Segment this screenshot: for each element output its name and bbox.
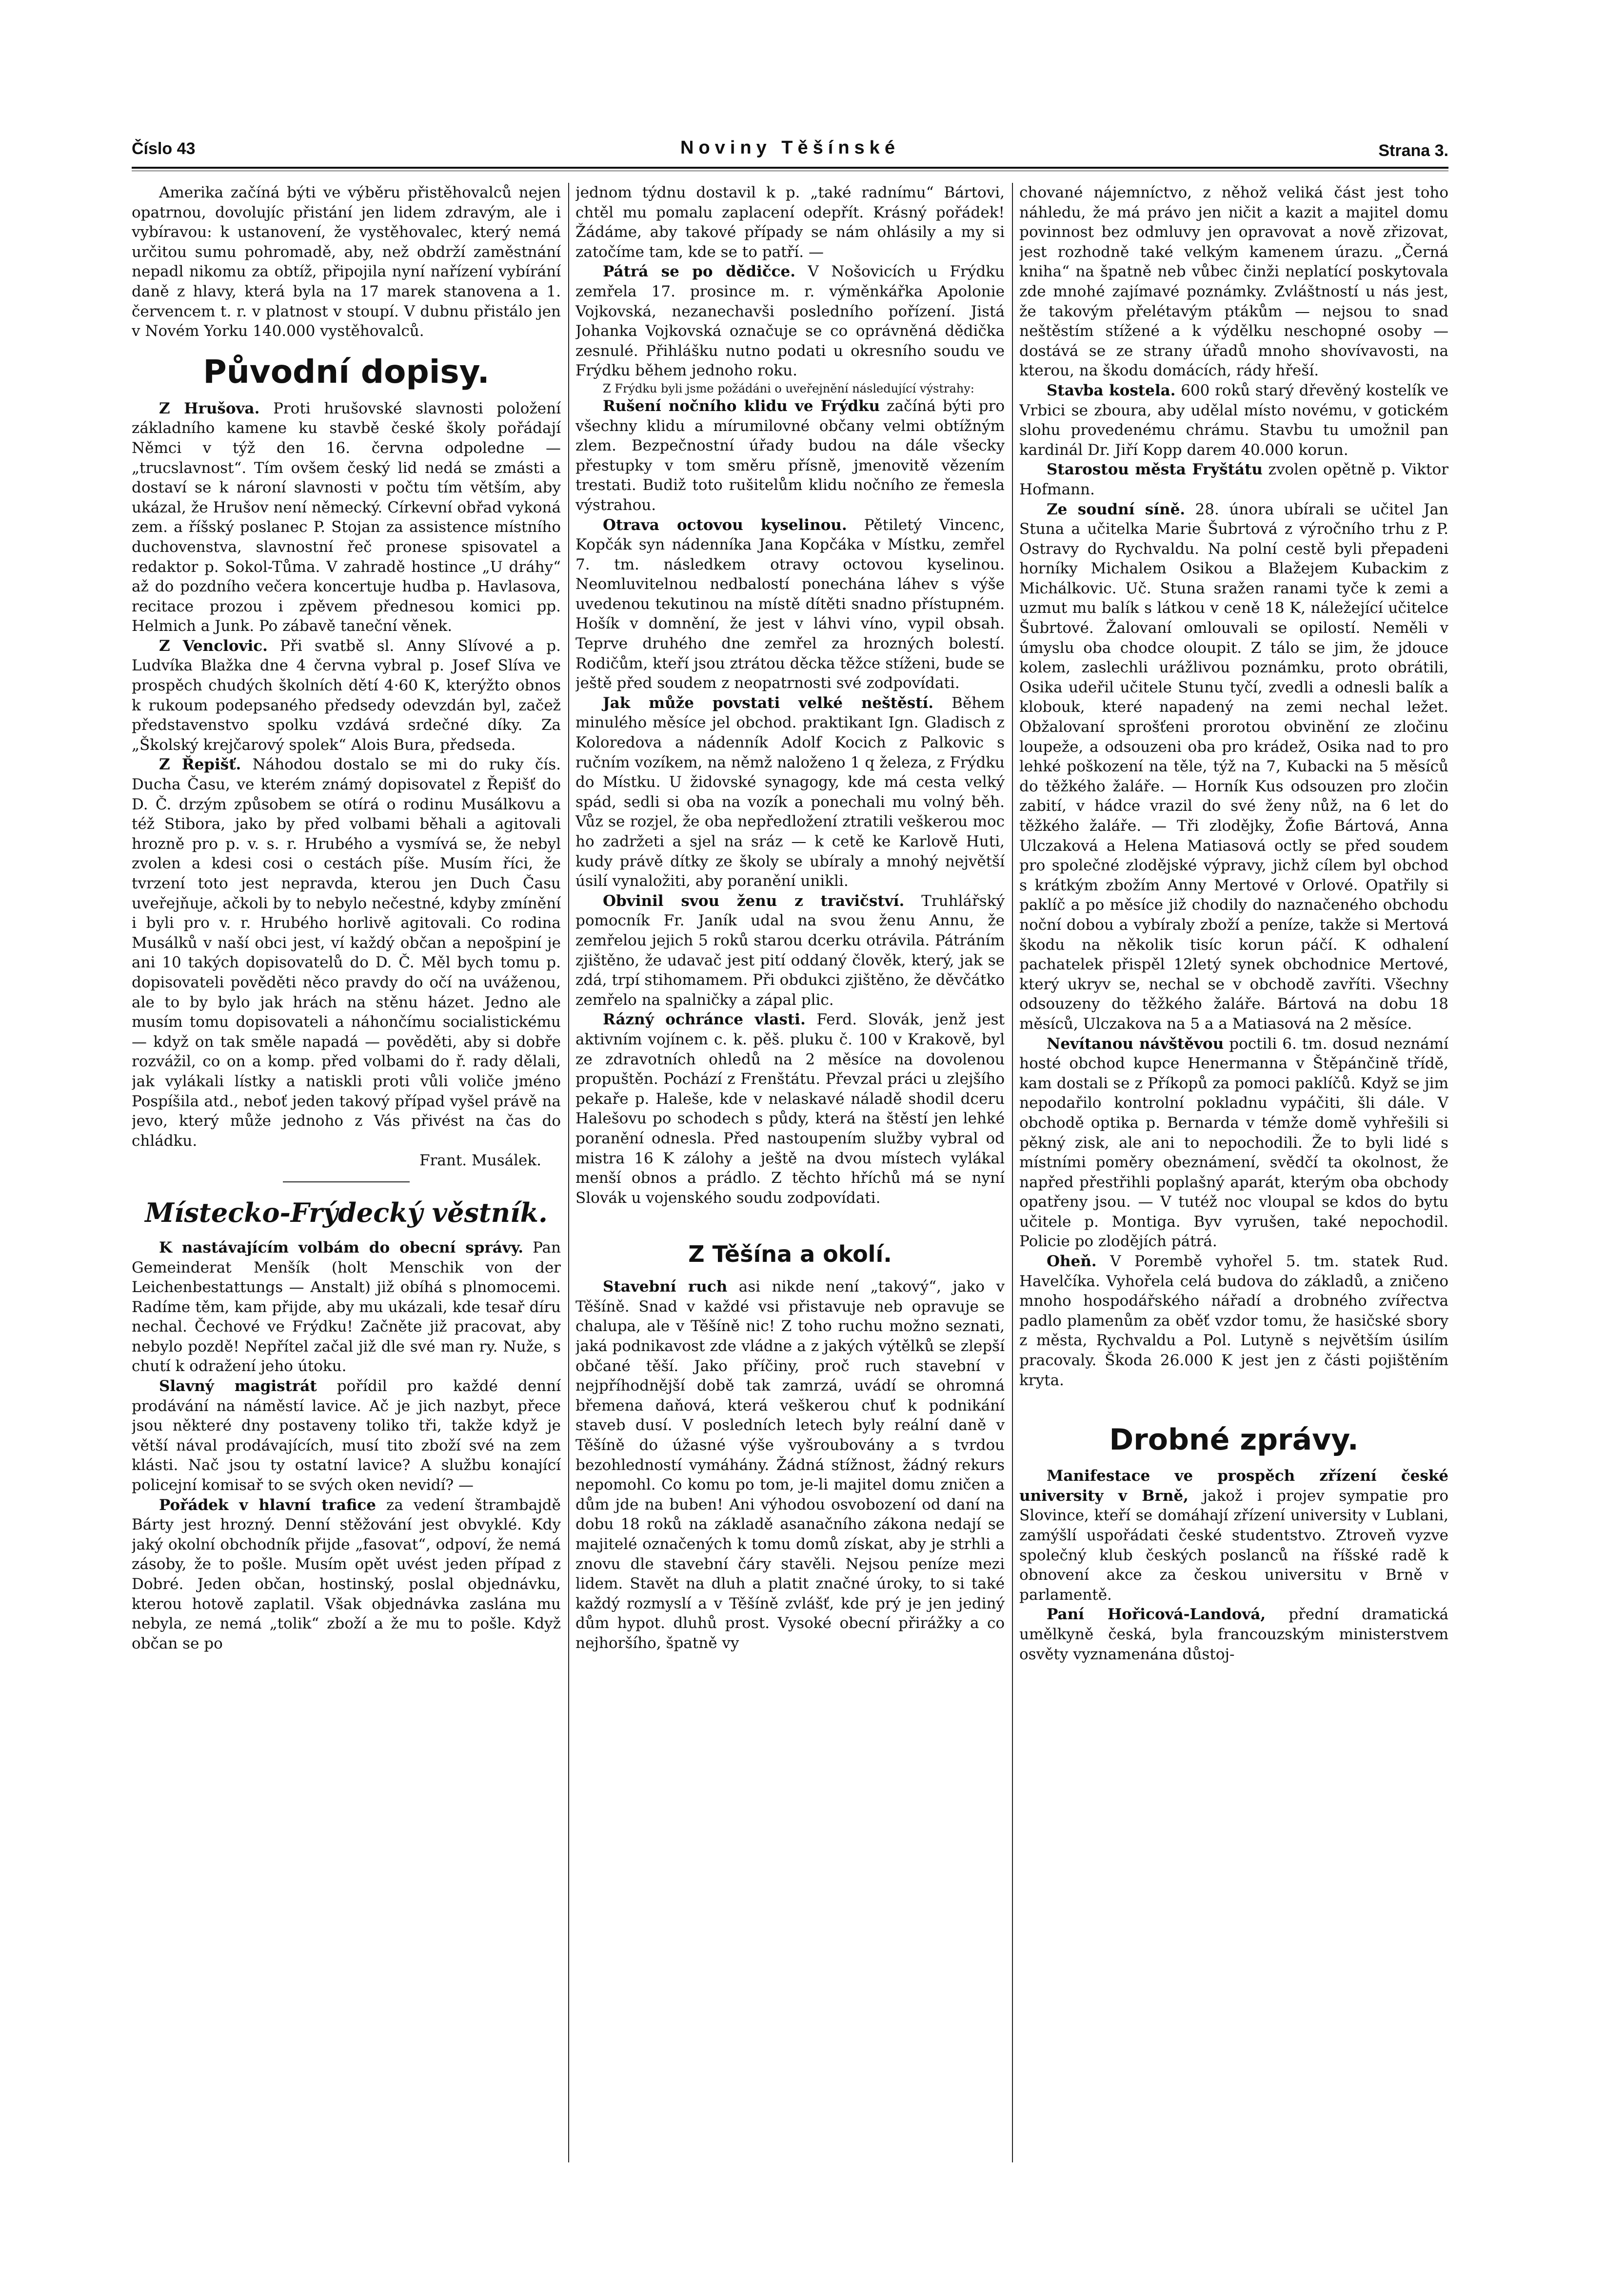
header-rule (132, 167, 1448, 169)
section-rule (283, 1181, 410, 1182)
column-1 (132, 183, 561, 2162)
article-body: Pan Gemeinderat Menšík (holt Menschik von der Leichenbestattungs — Anstalt) již obíhá s plnomocemi. Radíme těm, kam přijde, aby mu ukázali, kde tesař díru nechal. Čechové ve Frýdku! Začněte již pracovat, aby nebylo pozdě! Nepřítel začal již dle své man ry. Nuže, s chutí k odražení jeho útoku. (132, 1238, 561, 1375)
article-magistrat (132, 1376, 561, 1495)
article-kostel (1019, 381, 1448, 460)
article-body: Pětiletý Vincenc, Kopčák syn nádenníka Jana Kopčáka v Místku, zemřel 7. tm. následkem otravy octovou kyselinou. Neomluvitelnou nedbalostí ponechána láhev s výše uvedenou tekutinou na místě dítěti snadno přístupném. Hošík v domnění, že jest v láhvi víno, vypil obsah. Teprve druhého dne zemřel za hrozných bolestí. Rodičům, kteří jsou ztrátou děcka těžce stíženi, bude se ještě před soudem z neopatrnosti své zodpovídati. (575, 516, 1005, 692)
article-lead: Rázný ochránce vlasti. (603, 1011, 806, 1029)
article-lead: Z Řepišť. (159, 756, 241, 774)
article-lead: Manifestace ve prospěch zřízení české university v Brně, (1019, 1467, 1448, 1505)
article-patra (575, 262, 1005, 381)
page-header (132, 137, 1448, 166)
article-lead: Pátrá se po dědičce. (603, 263, 796, 281)
article-ruseni (575, 396, 1005, 515)
article-lead: K nastávajícím volbám do obecní správy. (159, 1238, 524, 1256)
article-body: jakož i projev sympatie pro Slovince, kteří se domáhají zřízení university v Lublani, zamýšlí uspořádati české studentstvo. Ztroveň vyzve společný klub českých poslanců na říšské radě k obnovení akce za českou universitu v Brně v parlamentě. (1019, 1487, 1448, 1604)
article-ohen (1019, 1252, 1448, 1390)
newspaper-page (132, 137, 1448, 2165)
column-divider-1 (568, 183, 569, 2162)
article-lead: Obvinil svou ženu z travičství. (603, 892, 905, 910)
article-stavebni (575, 1277, 1005, 1653)
column-3 (1019, 183, 1448, 2162)
column-divider-2 (1012, 183, 1013, 2162)
article-body: Truhlářský pomocník Fr. Janík udal na svou ženu Annu, že zemřelou jejich 5 roků starou dcerku otrávila. Pátráním zjištěno, že udavač jest pití oddaný člověk, který, jak se zdá, trpí stihomamem. Při obdukci zjištěno, že děvčátko zemřelo na spalničky a zápal plic. (575, 892, 1005, 1009)
article-venclovic (132, 636, 561, 755)
column-2 (575, 183, 1005, 2162)
article-poradek (132, 1495, 561, 1654)
article-lead: Slavný magistrát (159, 1377, 317, 1395)
article-lead: Stavební ruch (603, 1278, 728, 1296)
article-obvinil (575, 891, 1005, 1010)
article-body: Během minulého měsíce jel obchod. praktikant Ign. Gladisch z Koloredova a nádenník Adolf Kocich z Palkovic s ručním vozíkem, na němž naloženo 1 q železa, z Frýdku do Místku. U židovské synagogy, kde má cesta velký spád, sedli si oba na vozík a ponechali mu volný běh. Vůz se rozjel, že oba nepředložení ztratili veškerou moc ho zadržeti a sjel na sráz — k cetě ke Karlově Huti, kudy právě dítky ze školy se ubíraly a mnohý největší úsilí vynaložiti, aby poranění unikli. (575, 694, 1005, 890)
article-body: 600 roků starý dřevěný kostelík ve Vrbici se zboura, aby udělal místo novému, v gotickém slohu provedenému chrámu. Stavbu tu umožnil pan kardinál Dr. Jiří Kopp darem 40.000 korun. (1019, 381, 1448, 459)
article-navsteva (1019, 1034, 1448, 1252)
article-lead: Stavba kostela. (1047, 381, 1176, 399)
article-otrava (575, 515, 1005, 693)
article-body: Náhodou dostalo se mi do ruky čís. Ducha Času, ve kterém známý dopisovatel z Řepišť do D. Č. drzým způsobem se otírá o rodinu Musálkovu a též Stibora, jako by před volbami běhali a agitovali hrozně pro p. v. s. r. Hrubého a vysmívá se, že nebyl zvolen a kdesi cosi o cestách píše. Musím říci, že tvrzení toto jest nepravda, kterou jen Duch Času uveřejňuje, ačkoli by to nebylo nečestné, kdyby zmínění i byli pro v. r. Hrubého horlivě agitovali. Co rodina Musálků v naší obci jest, ví každý občan a nepošpiní je ani 10 takých dopisovatelů do D. Č. Měl bych tomu p. dopisovateli pověděti něco pravdy do očí na uváženou, ale to by bylo jak hrách na stěnu házet. Jedno ale musím tomu dopisovateli a náhončímu socialistickému — když on tak směle napadá — pověděti, aby si dobře rozvážil, co on a komp. před volbami do ř. rady dělali, jak vylákali lístky a natiskli proti vůli voliče jméno Pospíšila atd., neboť jeden takový případ vyšel právě na jevo, který může jednoho z Vás přivést na čas do chládku. (132, 756, 561, 1150)
article-lead: Paní Hořicová-Landová, (1047, 1606, 1266, 1624)
article-horicova (1019, 1605, 1448, 1664)
section-heading-z-tesina: Z Těšína a okolí. (688, 1241, 892, 1268)
article-body: pořídil pro každé denní prodávání na náměstí lavice. Ač je jich nazbyt, přece jsou některé dny postaveny toliko tři, takže když je větší nával prodávajících, musí tito zboží své na zem klásti. Nač jsou ty ostatní lavice? A službu konající policejní komisař to se svých oken nevidí? — (132, 1377, 561, 1494)
article-body: přední dramatická umělkyně česká, byla francouzským ministerstvem osvěty vyznamenána důstoj- (1019, 1606, 1448, 1663)
article-body: 28. února ubírali se učitel Jan Stuna a učitelka Marie Šubrtová z výročního trhu z P. Ostravy do Rychvaldu. Na polní cestě byli přepadeni horníky Michalem Osikou a Blažejem Kubackim z Michálkovic. Uč. Stuna sražen ranami tyče k zemi a uzmut mu balík s látkou v ceně 18 K, náležející učitelce Šubrtové. Žalovaní omlouvali se opilostí. Neměli v úmyslu oba chodce oloupit. Z tálo se jim, že jdouce kolem, zaslechli urážlivou poznámku, proto obrátili, Osika udeřil učitele Stunu tyčí, zvedli a odnesli balík a klobouk, které napadený na zemi nechal ležet. Obžalovaní sprošťeni prorotou obvinění ze zločinu loupeže, a odsouzeni oba pro krádež, Osika nad to pro lehké poškození na těle, týž na 7, Kubacki na 5 měsíců do těžkého žaláře. — Horník Kus odsouzen pro zločin zabití, v hádce vrazil do své ženy nůž, na 6 let do těžkého žaláře. — Tři zlodějky, Žofie Bártová, Anna Ulczaková a Helena Matiasová octly se před soudem pro společné zlodějské výpravy, jichž cílem byl obchod s krátkým zbožím Anny Mertové v Orlové. Opatřily si paklíč a po měsíce již chodily do naznačeného obchodu noční dobou a vybíraly zboží a peníze, takže si Mertová škodu na několik tisíc korun páčí. K odhalení pachatelek přispěl 12letý synek obchodnice Mertové, který ukryv se, nechal se v obchodě zavříti. Všechny odsouzeny do těžkého žaláře. Bártová na dobu 18 měsíců, Ulczakova na 5 a a Matiasová na 2 měsíce. (1019, 500, 1448, 1033)
article-poradek-continued: jednom týdnu dostavil k p. „také radnímu“ Bártovi, chtěl mu pomalu zaplacení odepřít. Krásný pořádek! Žádáme, aby takové případy se nám ohlásily a my si zatočíme tam, kde se to patří. — (575, 184, 1005, 261)
section-heading-puvodni-dopisy: Původní dopisy. (203, 353, 490, 391)
article-lead: Nevítanou návštěvou (1047, 1035, 1224, 1053)
newspaper-title: Noviny Těšínské (680, 137, 900, 158)
section-heading-drobne-zpravy: Drobné zprávy. (1109, 1423, 1359, 1457)
article-body: Při svatbě sl. Anny Slívové a p. Ludvíka Blažka dne 4 června vybral p. Josef Slíva ve prospěch chudých školních dětí 4·60 K, kterýžto obnos k rukoum podepsaného předsedy odevzdán byl, začež představenstvo spolku vzdává srdečné díky. Za „Školský krejčarový spolek“ Alois Bura, předseda. (132, 637, 561, 754)
article-volby (132, 1238, 561, 1376)
article-lead: Jak může povstati velké neštěstí. (603, 694, 934, 712)
article-lead: Pořádek v hlavní trafice (159, 1496, 376, 1514)
article-body: poctili 6. tm. dosud neznámí hosté obchod kupce Henermanna v Štěpánčině třídě, kam dostali se z Příkopů za pomoci paklíčů. Když se jim nepodařilo kontrolní pokladnu vypáčiti, šli dále. V obchodě optika p. Bernarda v témže domě vyhřešili si pěkný zisk, ale ani to nepochodili. Že to byli lidé s místními poměry obeznámení, svědčí ta okolnost, že napřed přestřihli poplašný aparát, kterým oba obchody opatřeny jsou. — V tutéž noc vloupal se kdos do bytu učitele p. Montiga. Byv vyrušen, také nepochodil. Policie po zlodějích pátrá. (1019, 1035, 1448, 1251)
article-repiste (132, 755, 561, 1151)
article-body: V Nošovicích u Frýdku zemřela 17. prosince m. r. výměnkářka Apolonie Vojkovská, nezanechavši posledního pořízení. Jistá Johanka Vojkovská označuje se co oprávněná dědička zesnulé. Přihlášku nutno podati u okresního soudu ve Frýdku během jednoho roku. (575, 263, 1005, 380)
article-body: Ferd. Slovák, jenž jest aktivním vojínem c. k. pěš. pluku č. 100 v Krakově, byl ze zdravotních ohledů na 2 měsíce na dovolenou propuštěn. Pochází z Frenštátu. Převzal práci u zlejšího pekaře p. Haleše, kde v nelaskavé náladě shodil dceru Halešovu po schodech s půdy, která na štěstí jen lehké poranění odnesla. Před nastoupením služby vybral od mistra 16 K zálohy a ještě na dvou místech vylákal menší obnos a prádlo. Z těchto hříchů má se nyní Slovák u vojenského soudu zodpovídati. (575, 1011, 1005, 1207)
article-ochrance (575, 1010, 1005, 1208)
article-body: V Porembě vyhořel 5. tm. statek Rud. Havelčíka. Vyhořela celá budova do základů, a zničeno mnoho hospodářského nářadí a drobného zvířectva padlo plamenům za oběť vzdor tomu, že hasičské sbory z města, Rychvaldu a Pol. Lutyně s největším úsilím pracovaly. Škoda 26.000 K jest jen z části pojištěním kryta. (1019, 1253, 1448, 1389)
article-body: za vedení štrambajdě Bárty jest hrozný. Denní stěžování jest obvyklé. Kdy jaký okolní obchodník přijde „fasovat“, odpoví, že nemá zásoby, že to pošle. Musím opět uvést jeden případ z Dobré. Jeden občan, hostinský, poslal objednávku, kterou hotově zaplatil. Však objednávka zaslána mu nebyla, ze nemá „tolik“ zboží a že mu to pošle. Když občan se po (132, 1496, 561, 1652)
page-number: Strana 3. (1378, 141, 1448, 160)
article-nestesti (575, 693, 1005, 891)
article-lead: Otrava octovou kyselinou. (603, 516, 847, 534)
article-amerika: Amerika začíná býti ve výběru přistěhovalců nejen opatrnou, dovolujíc přistání jen lidem zdravým, ale i vybíravou: k ustanovení, že vystěhovalec, který nemá určitou sumu pohromadě, aby, než obdrží zaměstnání nepadl nikomu za obtíž, připojila nyní nařízení vybírání daně z hlavy, která byla na 17 marek stanovena a 1. červencem t. r. v platnost v stoupí. V dubnu přistálo jen v Novém Yorku 140.000 vystěhovalců. (132, 184, 561, 340)
article-body: zvolen opětně p. Viktor Hofmann. (1019, 461, 1448, 498)
article-lead: Z Hrušova. (159, 399, 260, 417)
editorial-note: Z Frýdku byli jsme požádáni o uveřejnění následující výstrahy: (603, 381, 974, 395)
article-manifestace (1019, 1466, 1448, 1605)
article-body: Proti hrušovské slavnosti položení základního kamene ku stavbě české školy pořádají Němci v týž den 16. června odpoledne — „trucslavnost“. Tím ovšem český lid nedá se zmásti a dostaví se k nároní slavnosti v počtu tím větším, aby ukázal, že Hrušov není německý. Církevní obřad vykoná zem. a říšský poslanec P. Stojan za assistence místního duchovenstva, slavnostní řeč pronese spisovatel a redaktor p. Sokol-Tůma. V zahradě hostince „U dráhy“ až do pozdního večera koncertuje hudba p. Havlasova, recitace prozou i zpěvem přednesou komici pp. Helmich a Junk. Po zábavě taneční věnek. (132, 399, 561, 635)
article-body: začíná býti pro všechny klidu a mírumilovné občany velmi obtížným zlem. Bezpečnostní úřady budou na dále všecky přestupky v tom směru přísně, jmenovitě vězením trestati. Budiž toto rušitelům klidu nočního ze řemesla výstrahou. (575, 397, 1005, 514)
article-lead: Ze soudní síně. (1047, 500, 1186, 518)
article-lead: Rušení nočního klidu ve Frýdku (603, 397, 880, 415)
article-lead: Starostou města Fryštátu (1047, 461, 1263, 479)
article-soudni-sin (1019, 500, 1448, 1034)
signature: Frant. Musálek. (419, 1152, 541, 1170)
article-lead: Oheň. (1047, 1253, 1097, 1271)
article-hrusov (132, 399, 561, 636)
article-body: asi nikde není „takový“, jako v Těšíně. Snad v každé vsi přistavuje neb opravuje se chalupa, ale v Těšíně nic! Z toho ruchu možno seznati, jaká podnikavost zde vládne a z jakých výtělků se zlepší občané těší. Jako příčiny, proč ruch stavební v nejpříhodnější době tak zamrzá, uvádí se ohromná břemena daňová, která veškerou chuť k podnikání staveb dusí. V posledních letech byly reální daně v Těšíně do úžasné výše vyšroubovány a s tvrdou bezohledností vymáhány. Žádná stížnost, žádný rekurs nepomohl. Co komu po tom, je-li majitel domu zničen a dům jde na buben! Ani výhodou osvobození od daní na dobu 18 roků na základě asanačního zákona nedají se majitelé označených k tomu domů získat, aby je strhli a znovu dle stavební čáry stavěli. Nejsou peníze mezi lidem. Stavět na dluh a platit značné úroky, to si také každý rozmyslí a v Těšíně zvlášť, kde prý je jen jediný dům hypot. dluhů prost. Vysoké obecní přirážky a co nejhoršího, špatně vy (575, 1278, 1005, 1652)
section-heading-mistecko-frydecky: Místecko-Frýdecký věstník. (145, 1197, 548, 1228)
article-stavebni-continued: chované nájemníctvo, z něhož veliká část jest toho náhledu, že má právo jen ničit a kazit a majitel domu povinnost bez odmluvy jen opravovat a nově zřizovat, jest rozhodně také velkým kamenem úrazu. „Černá kniha“ na špatně neb vůbec činži neplatící poskytovala zde mnohé zajímavé poznámky. Zvláštností u nás jest, že takovým přelétavým ptákům — nejsou to snad neštěstím stížené a k výdělku neschopné osoby — dostává se ze strany úřadů mnoho shovívavosti, na kterou, na škodu domácích, rády hřeší. (1019, 184, 1448, 380)
article-starosta (1019, 460, 1448, 499)
issue-number: Číslo 43 (132, 139, 196, 158)
article-lead: Z Venclovic. (159, 637, 268, 655)
